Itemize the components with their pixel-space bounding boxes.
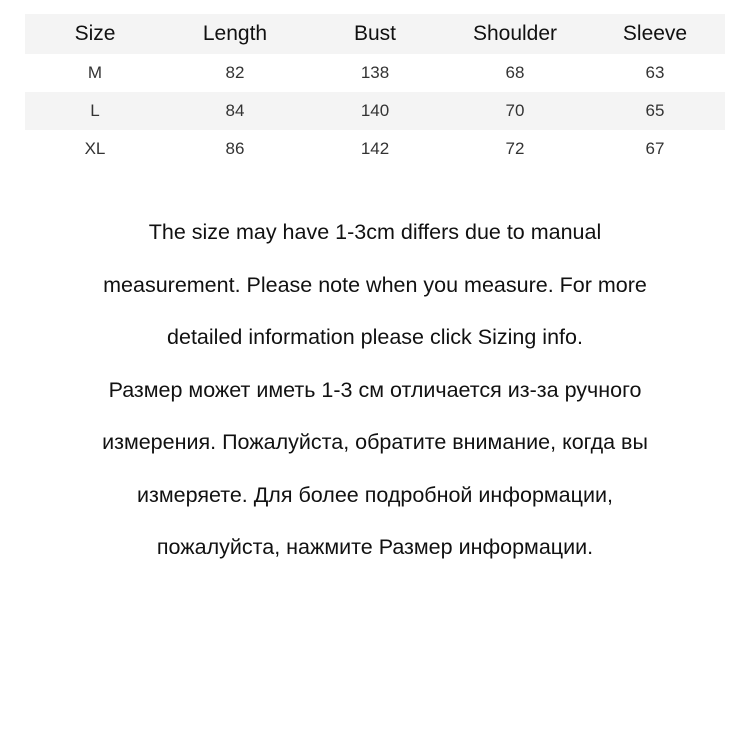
header-bust: Bust <box>353 22 397 45</box>
table-cell: 65 <box>645 101 665 120</box>
header-shoulder: Shoulder <box>472 22 558 45</box>
table-cell: 138 <box>360 63 390 82</box>
note-line-en-2: measurement. Please note when you measure. For more <box>103 272 647 297</box>
table-cell: 67 <box>645 139 665 158</box>
note-line-en-3: detailed information please click Sizing info. <box>167 325 583 349</box>
header-length: Length <box>202 22 268 45</box>
table-cell: M <box>87 63 103 82</box>
table-cell: 70 <box>505 101 525 120</box>
table-cell: 63 <box>645 63 665 82</box>
note-line-en-1: The size may have 1-3cm differs due to manual <box>148 220 602 244</box>
note-line-ru-4: пожалуйста, нажмите Размер информации. <box>156 535 594 559</box>
table-cell: XL <box>84 139 106 158</box>
table-cell: 86 <box>225 139 245 158</box>
table-cell: 68 <box>505 63 525 82</box>
header-sleeve: Sleeve <box>622 22 688 45</box>
table-cell: 72 <box>505 139 525 158</box>
table-cell: 142 <box>360 139 390 158</box>
note-line-ru-2: измерения. Пожалуйста, обратите внимание, когда вы <box>102 430 648 454</box>
table-cell: 82 <box>225 63 245 82</box>
table-cell: 84 <box>225 101 245 120</box>
header-size: Size <box>74 22 116 45</box>
note-line-ru-1: Размер может иметь 1-3 см отличается из-за ручного <box>108 377 642 402</box>
table-cell: 140 <box>360 101 390 120</box>
size-note <box>25 206 725 574</box>
note-line-ru-3: измеряете. Для более подробной информации, <box>137 482 613 507</box>
table-row <box>25 92 725 130</box>
table-row <box>25 54 725 92</box>
table-cell: L <box>90 101 100 120</box>
table-header-row <box>25 14 725 54</box>
size-chart-table <box>25 14 725 168</box>
table-row <box>25 130 725 168</box>
